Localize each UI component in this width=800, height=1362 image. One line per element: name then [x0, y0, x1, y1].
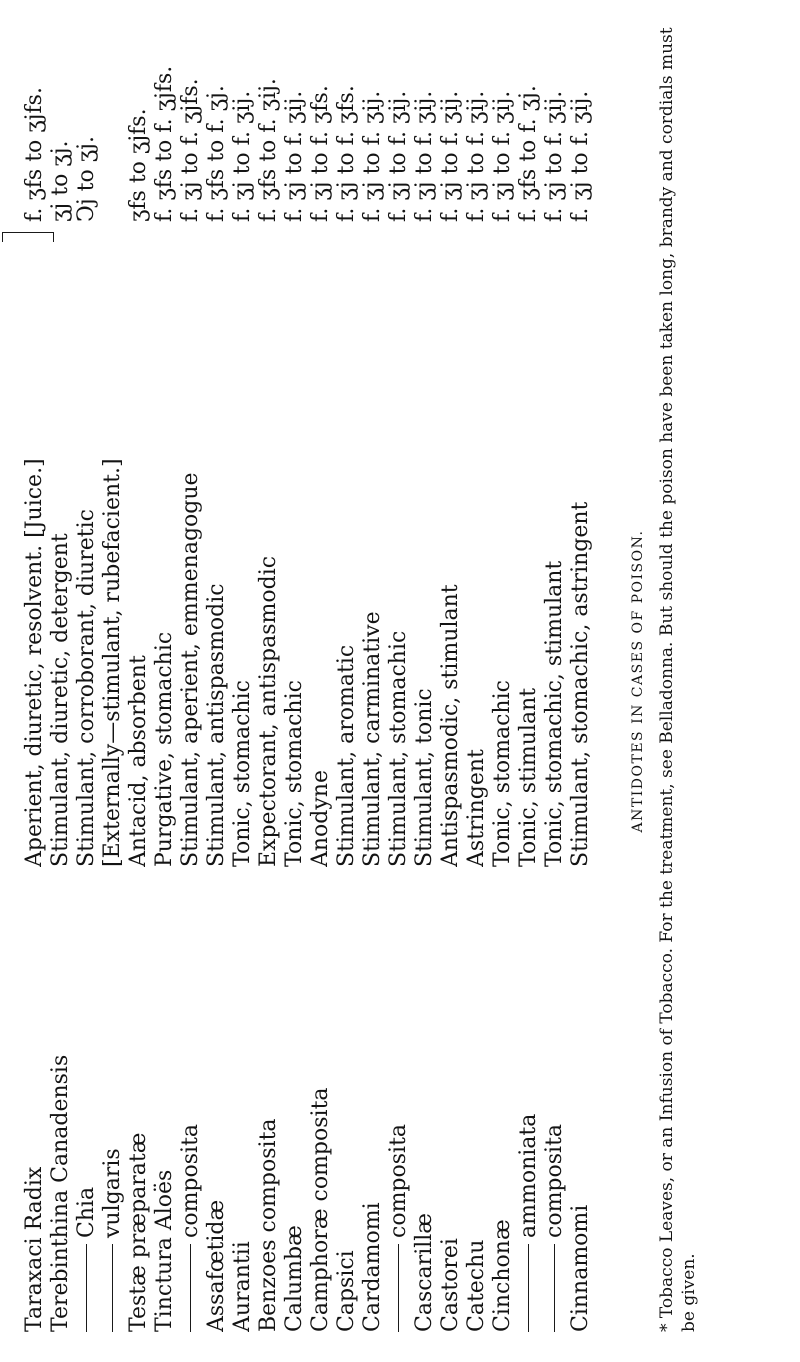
table-row	[412, 0, 438, 1362]
drug-name-text: Taraxaci Radix	[22, 1166, 47, 1332]
drug-name	[438, 877, 464, 1332]
drug-name-text: composita	[386, 1123, 411, 1238]
drug-name	[412, 877, 438, 1332]
drug-name-text: Cascarillæ	[412, 1213, 437, 1332]
drug-dose: ʒj to ʒj.	[48, 140, 73, 222]
drug-name	[100, 877, 126, 1332]
drug-name	[568, 877, 594, 1332]
ditto-rule	[398, 1244, 399, 1332]
footnote: * Tobacco Leaves, or an Infusion of Tobacco. For the treatment, see Belladonna. But should the poison have been taken long, brandy and cordials must be given.	[657, 27, 699, 1332]
drug-properties: Tonic, stimulant	[516, 687, 541, 867]
table-row	[230, 0, 256, 1362]
drug-name	[74, 877, 100, 1332]
table-row	[22, 0, 48, 1362]
drug-properties: Anodyne	[308, 769, 333, 867]
drug-name-text: Assafœtidæ	[204, 1199, 229, 1332]
drug-properties: Aperient, diuretic, resolvent. [Juice.]	[22, 458, 47, 867]
drug-name	[308, 877, 334, 1332]
table-row	[126, 0, 152, 1362]
drug-dose: f. ʒj to f. ʒij.	[360, 90, 385, 222]
drug-name-text: Cardamomi	[360, 1202, 385, 1332]
drug-name	[282, 877, 308, 1332]
drug-dose: f. ʒj to f. ʒij.	[386, 90, 411, 222]
table-row	[178, 0, 204, 1362]
drug-name-text: vulgaris	[100, 1148, 125, 1238]
drug-properties: Stimulant, tonic	[412, 688, 437, 867]
drug-dose: f. ʒj to f. ʒfs.	[308, 85, 333, 222]
drug-properties: Expectorant, antispasmodic	[256, 555, 281, 867]
table-row	[152, 0, 178, 1362]
drug-name-text: Cinnamomi	[568, 1204, 593, 1332]
drug-properties: Stimulant, antispasmodic	[204, 583, 229, 867]
table-row	[308, 0, 334, 1362]
ditto-rule	[554, 1244, 555, 1332]
drug-properties: Tonic, stomachic	[282, 680, 307, 867]
table-row	[74, 0, 100, 1362]
drug-dose: f. ʒfs to f. ʒj.	[516, 85, 541, 222]
ditto-rule	[86, 1244, 87, 1332]
drug-name	[386, 877, 412, 1332]
drug-name	[230, 877, 256, 1332]
table-row	[204, 0, 230, 1362]
drug-properties: Stimulant, stomachic	[386, 630, 411, 867]
drug-properties: Tonic, stomachic	[490, 680, 515, 867]
drug-properties: Stimulant, aperient, emmenagogue	[178, 472, 203, 867]
drug-dose: f. ʒfs to f. ʒij.	[256, 78, 281, 222]
drug-dose: f. ʒj to f. ʒij.	[542, 90, 567, 222]
drug-name-text: Testæ præparatæ	[126, 1132, 151, 1332]
drug-dose: f. ʒj to f. ʒij.	[230, 90, 255, 222]
drug-dose: f. ʒj to f. ʒfs.	[334, 85, 359, 222]
drug-name-text: Catechu	[464, 1239, 489, 1332]
drug-dose: ʒfs to ʒjfs.	[126, 108, 151, 222]
drug-name-text: composita	[542, 1123, 567, 1238]
drug-name-text: Cinchonæ	[490, 1219, 515, 1332]
drug-name-text: Chia	[74, 1186, 99, 1238]
drug-properties: Antacid, absorbent	[126, 655, 151, 867]
drug-properties: Purgative, stomachic	[152, 631, 177, 867]
drug-properties: Tonic, stomachic, stimulant	[542, 560, 567, 867]
drug-dose: f. ʒfs to ʒjfs.	[22, 87, 47, 222]
table-row	[542, 0, 568, 1362]
table-row	[464, 0, 490, 1362]
drug-name	[334, 877, 360, 1332]
drug-properties: Stimulant, aromatic	[334, 644, 359, 867]
table-row	[48, 0, 74, 1362]
drug-name	[178, 877, 204, 1332]
drug-name-text: Calumbæ	[282, 1225, 307, 1332]
drug-dose: f. ʒj to f. ʒij.	[412, 90, 437, 222]
drug-properties: Stimulant, diuretic, detergent	[48, 533, 73, 867]
drug-name-text: Aurantii	[230, 1241, 255, 1332]
drug-name-text: Castorei	[438, 1238, 463, 1332]
table-row	[256, 0, 282, 1362]
drug-name	[360, 877, 386, 1332]
table-row	[386, 0, 412, 1362]
drug-name-text: composita	[178, 1123, 203, 1238]
drug-dose: f. ʒj to f. ʒij.	[568, 90, 593, 222]
table-row	[282, 0, 308, 1362]
drug-dose: f. ʒfs to f. ʒj.	[204, 85, 229, 222]
table-row	[334, 0, 360, 1362]
drug-name-text: Terebinthina Canadensis	[48, 1054, 73, 1332]
drug-name	[152, 877, 178, 1332]
drug-dose: f. ʒj to f. ʒij.	[490, 90, 515, 222]
section-heading: ANTIDOTES IN CASES OF POISON.	[630, 529, 646, 833]
drug-properties: Stimulant, carminative	[360, 611, 385, 867]
drug-properties: Stimulant, stomachic, astringent	[568, 501, 593, 867]
drug-name-text: Capsici	[334, 1250, 359, 1332]
bracket	[2, 232, 54, 242]
drug-dose: f. ʒj to f. ʒjfs.	[178, 78, 203, 222]
drug-properties: Antispasmodic, stimulant	[438, 584, 463, 867]
drug-properties: [Externally—stimulant, rubefacient.]	[100, 458, 125, 867]
drug-properties: Tonic, stomachic	[230, 680, 255, 867]
drug-name	[516, 877, 542, 1332]
drug-name	[542, 877, 568, 1332]
table-row	[516, 0, 542, 1362]
drug-dose: f. ʒj to f. ʒij.	[464, 90, 489, 222]
drug-name	[48, 877, 74, 1332]
table-row	[568, 0, 594, 1362]
drug-properties: Astringent	[464, 749, 489, 867]
drug-name-text: ammoniata	[516, 1113, 541, 1238]
ditto-rule	[190, 1244, 191, 1332]
ditto-rule	[528, 1244, 529, 1332]
drug-dose: Ↄj to ʒj.	[74, 136, 99, 222]
drug-dose: f. ʒfs to f. ʒjfs.	[152, 65, 177, 222]
table-row	[438, 0, 464, 1362]
drug-name	[256, 877, 282, 1332]
drug-name	[490, 877, 516, 1332]
drug-name-text: Camphoræ composita	[308, 1087, 333, 1332]
drug-name	[126, 877, 152, 1332]
ditto-rule	[112, 1244, 113, 1332]
drug-name	[204, 877, 230, 1332]
drug-name	[22, 877, 48, 1332]
table-row	[490, 0, 516, 1362]
drug-name	[464, 877, 490, 1332]
drug-dose: f. ʒj to f. ʒij.	[438, 90, 463, 222]
drug-properties: Stimulant, corroborant, diuretic	[74, 509, 99, 867]
drug-name-text: Benzoes composita	[256, 1118, 281, 1332]
drug-name-text: Tinctura Aloës	[152, 1169, 177, 1332]
table-row	[360, 0, 386, 1362]
table-row	[100, 0, 126, 1362]
drug-dose: f. ʒj to f. ʒij.	[282, 90, 307, 222]
